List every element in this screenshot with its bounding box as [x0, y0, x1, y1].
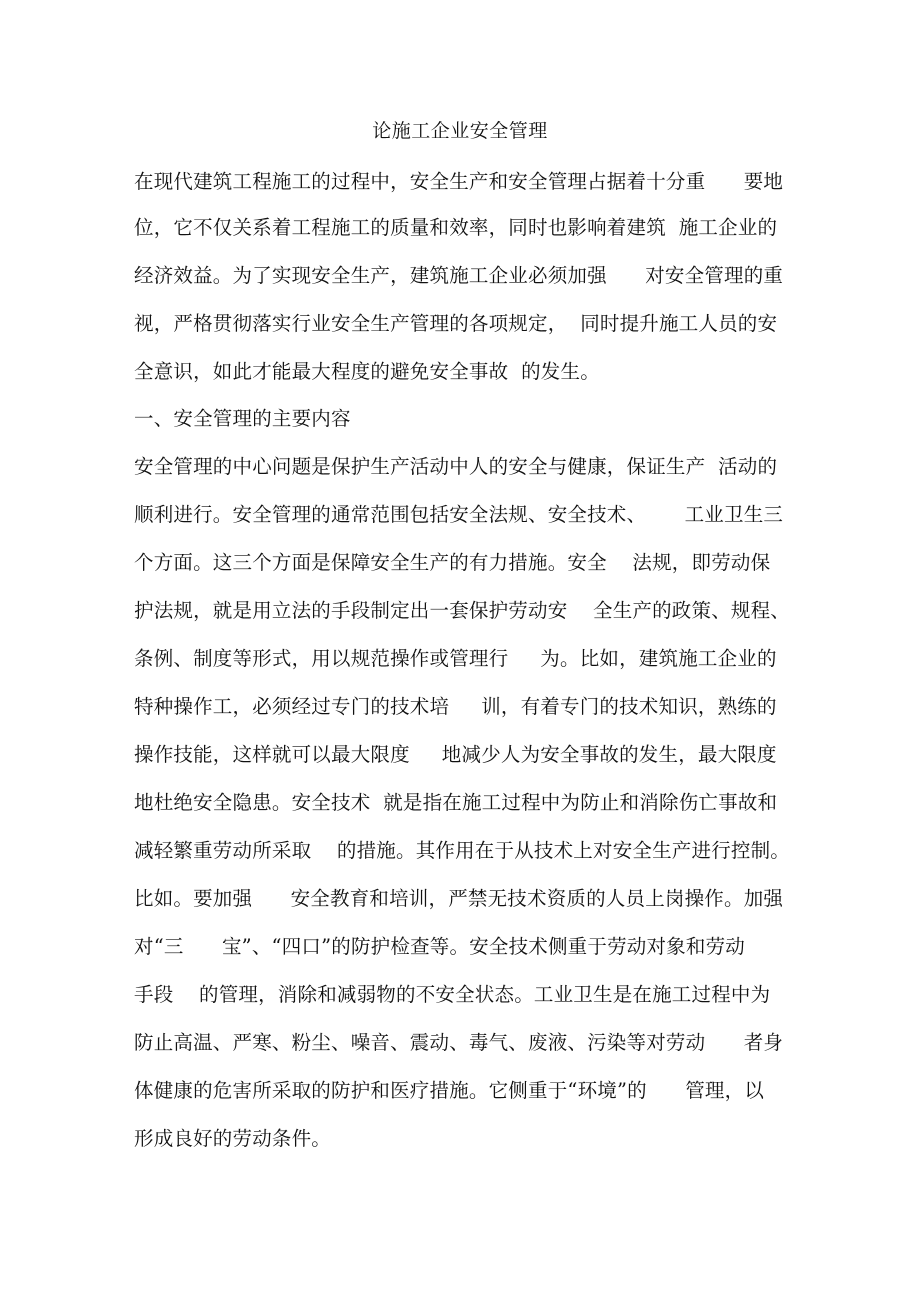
- text-line: 减轻繁重劳动所采取 的措施。其作用在于从技术上对安全生产进行控制。: [134, 839, 790, 862]
- text-line: 防止高温、严寒、粉尘、噪音、震动、毒气、废液、污染等对劳动 者身: [134, 1031, 784, 1054]
- text-line: 比如。要加强 安全教育和培训，严禁无技术资质的人员上岗操作。加强: [134, 887, 784, 910]
- text-line: 全意识，如此才能最大程度的避免安全事故 的发生。: [134, 360, 600, 383]
- text-line: 操作技能，这样就可以最大限度 地减少人为安全事故的发生，最大限度: [134, 743, 777, 766]
- text-line: 体健康的危害所采取的防护和医疗措施。它侧重于“环境”的 管理，以: [134, 1079, 765, 1102]
- section-heading: 一、安全管理的主要内容: [134, 407, 351, 430]
- text-line: 手段 的管理，消除和减弱物的不安全状态。工业卫生是在施工过程中为: [134, 983, 771, 1006]
- document-title: 论施工企业安全管理: [372, 120, 548, 142]
- text-line: 地杜绝安全隐患。安全技术 就是指在施工过程中为防止和消除伤亡事故和: [134, 791, 778, 814]
- text-line: 特种操作工，必须经过专门的技术培 训，有着专门的技术知识，熟练的: [134, 695, 777, 718]
- text-line: 在现代建筑工程施工的过程中，安全生产和安全管理占据着十分重 要地: [134, 170, 784, 193]
- text-line: 视，严格贯彻落实行业安全生产管理的各项规定， 同时提升施工人员的安: [134, 312, 778, 335]
- text-line: 经济效益。为了实现安全生产，建筑施工企业必须加强 对安全管理的重: [134, 264, 784, 287]
- text-line: 护法规，就是用立法的手段制定出一套保护劳动安 全生产的政策、规程、: [134, 599, 790, 622]
- text-line: 形成良好的劳动条件。: [134, 1127, 332, 1150]
- text-line: 顺利进行。安全管理的通常范围包括安全法规、安全技术、 工业卫生三: [134, 503, 784, 526]
- text-line: 条例、制度等形式，用以规范操作或管理行 为。比如，建筑施工企业的: [134, 647, 777, 670]
- text-line: 个方面。这三个方面是保障安全生产的有力措施。安全 法规，即劳动保: [134, 551, 771, 574]
- text-line: 对“三 宝”、“四口”的防护检查等。安全技术侧重于劳动对象和劳动: [134, 935, 745, 958]
- text-line: 位，它不仅关系着工程施工的质量和效率，同时也影响着建筑 施工企业的: [134, 216, 778, 239]
- text-line: 安全管理的中心问题是保护生产活动中人的安全与健康，保证生产 活动的: [134, 455, 778, 478]
